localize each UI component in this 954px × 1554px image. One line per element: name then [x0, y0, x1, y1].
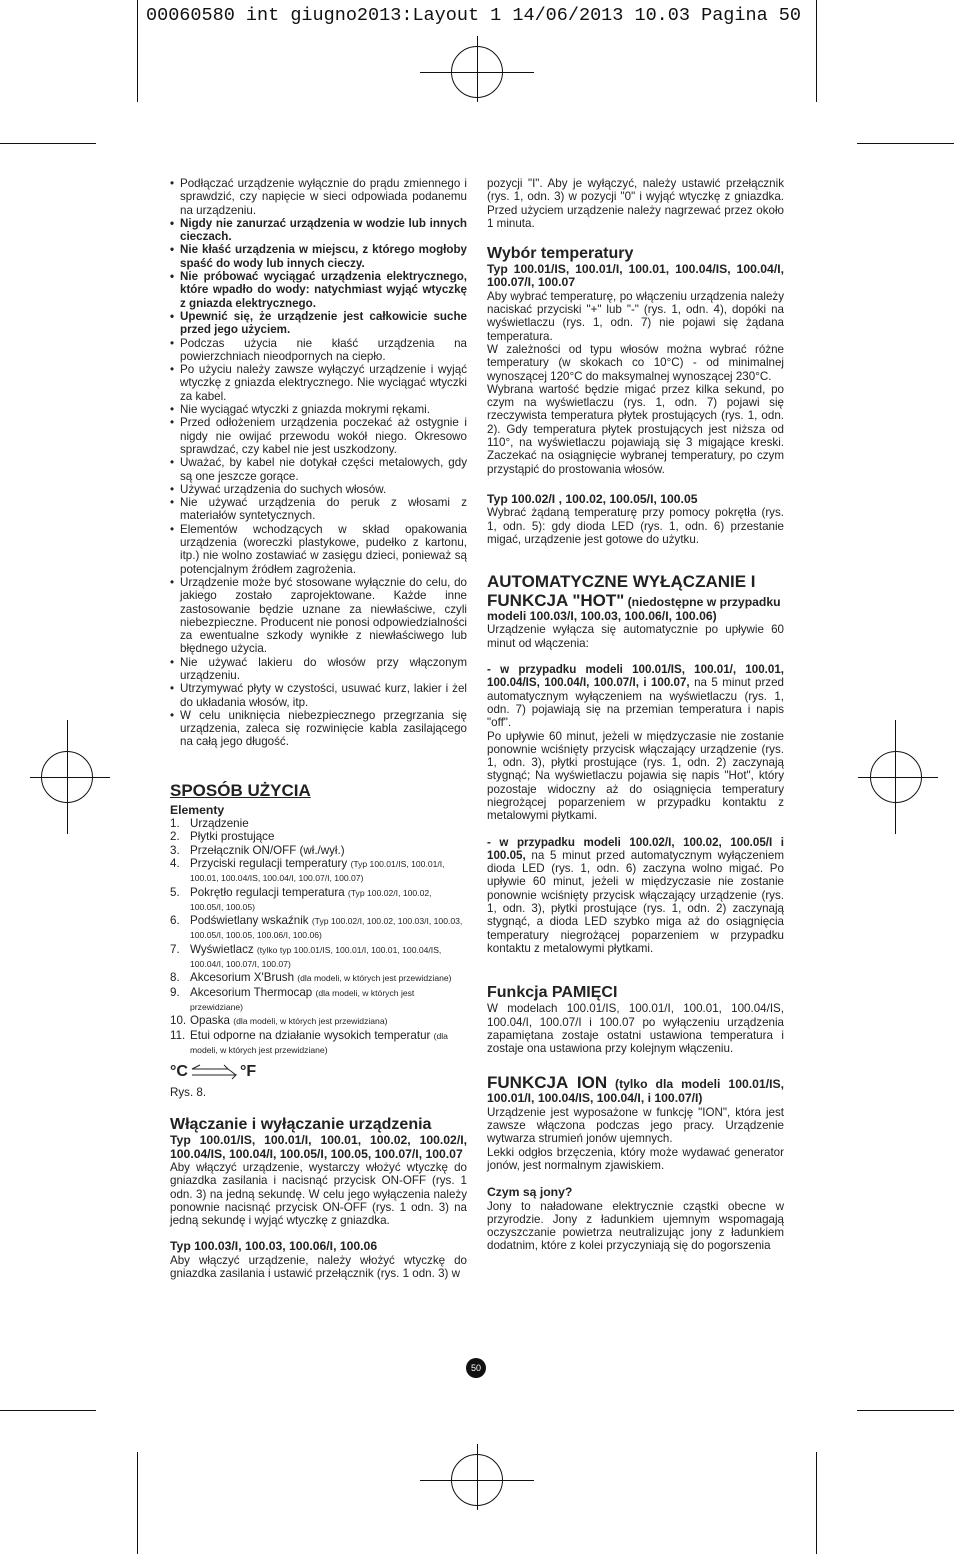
element-item — [170, 830, 467, 843]
auto-paragraph-1 — [487, 663, 784, 729]
crop-mark — [857, 1410, 954, 1411]
element-item — [170, 1014, 467, 1028]
registration-line — [895, 720, 896, 834]
temp-types-2: Typ 100.02/I , 100.02, 100.05/I, 100.05 — [487, 491, 698, 506]
safety-item: • Nie wyciągać wtyczki z gniazda mokrymi rękami. — [170, 403, 467, 416]
element-number: 2. — [170, 830, 180, 844]
element-number: 11. — [170, 1028, 186, 1042]
safety-item: • Podłączać urządzenie wyłącznie do prądu zmiennego i sprawdzić, czy napięcie w sieci odpowiada podanemu na urządzeniu. — [170, 177, 467, 217]
figure-caption: Rys. 8. — [170, 1086, 207, 1100]
ion-text-1: Urządzenie jest wyposażone w funkcję "ION", która jest zawsze włączona podczas jego pracy. Urządzenie wytwarza strumień jonów ujemnych. — [487, 1105, 784, 1146]
safety-item: • Używać urządzenia do suchych włosów. — [170, 483, 467, 496]
element-item — [170, 986, 467, 1015]
crop-mark — [857, 143, 954, 144]
ion-note: (tylko dla modeli 100.01/IS, 100.01/I, 100.04/IS, 100.04/I, i 100.07/I) — [487, 1077, 784, 1106]
element-note: (Typ 100.01/IS, 100.01/I, 100.01, 100.04/IS, 100.04/I, 100.07/I, 100.07) — [190, 858, 445, 884]
elements-heading: Elementy — [170, 802, 225, 817]
ion-text-2: Lekki odgłos brzęczenia, który może wydawać generator jonów, jest normalnym zjawiskiem. — [487, 1145, 784, 1172]
safety-item: • Urządzenie może być stosowane wyłącznie do celu, do jakiego zostało zaprojektowane. Każde inne zastosowanie będzie uznane za niewłaściwe, czyli niebezpieczne. Producent nie ponosi odpowiedzialności za ewentualne szkody wynikłe z niewłaściwego lub błędnego użycia. — [170, 576, 467, 656]
section-heading-auto-off — [487, 572, 784, 623]
crop-mark — [816, 1452, 817, 1554]
safety-item: • Po użyciu należy zawsze wyłączyć urządzenie i wyjąć wtyczkę z gniazda elektrycznego. Nie wyciągać wtyczki za kabel. — [170, 363, 467, 403]
element-number: 1. — [170, 817, 180, 831]
element-number: 5. — [170, 885, 180, 899]
crop-mark — [816, 0, 817, 102]
element-note: (dla modeli, w których jest przewidziana) — [233, 1016, 388, 1027]
elements-list — [170, 817, 467, 1057]
safety-item: • W celu uniknięcia niebezpiecznego przegrzania się urządzenia, zaleca się rozwinięcie kabla zasilającego na całą jego długość. — [170, 709, 467, 749]
element-item — [170, 886, 467, 915]
section-heading-memory: Funkcja PAMIĘCI — [487, 984, 618, 1002]
safety-item: • Upewnić się, że urządzenie jest całkowicie suche przed jego użyciem. — [170, 310, 467, 337]
registration-line — [30, 777, 110, 778]
element-note: (dla modeli, w których jest przewidziane) — [297, 973, 452, 984]
continued-text: pozycji "I". Aby je wyłączyć, należy ustawić przełącznik (rys. 1, odn. 3) w pozycji "0" i wyjąć wtyczkę z gniazdka. Przed użyciem urządzenie należy nagrzewać przez około 1 minuta. — [487, 177, 784, 230]
auto-detail-1: na 5 minut przed automatycznym wyłączeniem na wyświetlaczu (rys. 1, odn. 7) pojawiają się na przemian temperatura i napis "off". — [487, 676, 784, 730]
temp-text-1: Aby wybrać temperaturę, po włączeniu urządzenia należy naciskać przyciski "+" lub "-" (rys. 1, odn. 4), dopóki na wyświetlaczu (rys. 1, odn. 7) nie pojawi się żądana temperatura. — [487, 289, 784, 343]
safety-item: • Uważać, by kabel nie dotykał części metalowych, gdy są one jeszcze gorące. — [170, 456, 467, 483]
safety-item: • Nie używać lakieru do włosów przy włączonym urządzeniu. — [170, 656, 467, 683]
onoff-types-1: Typ 100.01/IS, 100.01/I, 100.01, 100.02, 100.02/I, 100.04/IS, 100.04/I, 100.05/I, 100.05, 100.07/I, 100.07 — [170, 1133, 467, 1161]
section-heading-onoff: Włączanie i wyłączanie urządzenia — [170, 1116, 432, 1134]
element-label: Urządzenie — [190, 817, 249, 831]
auto-text-1: Urządzenie wyłącza się automatycznie po upływie 60 minut od włączenia: — [487, 623, 784, 650]
element-item — [170, 914, 467, 943]
temp-text-3: Wybrana wartość będzie migać przez kilka sekund, po czym na wyświetlaczu (rys. 1, odn. 7) pojawi się rzeczywista temperatura płytek prostujących (rys. 1, odn. 2). Gdy temperatura płytek prostujących jest niższa od 110°, na wyświetlaczu pojawiają się 3 migające kreski. Zaczekać na osiągnięcie wybranej temperatury, po czym przystąpić do prostowania włosów. — [487, 382, 784, 476]
toggle-arrows-icon — [190, 1063, 238, 1081]
element-label: Akcesorium X'Brush — [190, 971, 295, 985]
crop-mark — [137, 0, 138, 102]
section-heading-temperature: Wybór temperatury — [487, 245, 634, 263]
crop-mark — [137, 1452, 138, 1554]
crop-mark — [0, 143, 96, 144]
registration-line — [67, 720, 68, 834]
safety-item: • Nie próbować wyciągać urządzenia elektrycznego, które wpadło do wody: natychmiast wyjąć wtyczkę z gniazda elektrycznego. — [170, 270, 467, 310]
crop-mark — [0, 1410, 96, 1411]
element-label: Pokrętło regulacji temperatura — [190, 885, 345, 899]
registration-line — [477, 1444, 478, 1510]
element-number: 10. — [170, 1014, 187, 1028]
auto-detail-2: na 5 minut przed automatycznym wyłączeniem dioda LED (rys. 1, odn. 6) zaczyna wolno migać. Po upływie 60 minut, jeżeli w międzyczasie nie zostanie ponownie wciśnięty przycisk włączający urządzenie (rys. 1, odn. 3), płytki prostujące (rys. 1, odn. 2) zaczynają stygnąć, a dioda LED szybko miga aż do osiągnięcia temperatury niegrożącej poparzeniem w przypadku kontaktu z metalowymi płytkami. — [487, 848, 784, 955]
auto-off-title: AUTOMATYCZNE WYŁĄCZANIE I FUNKCJA "HOT" — [487, 572, 756, 611]
element-label: Podświetlany wskaźnik — [190, 914, 309, 928]
element-item — [170, 971, 467, 985]
element-label: Opaska — [190, 1014, 230, 1028]
element-note: (dla modeli, w których jest przewidziane) — [190, 987, 415, 1012]
temp-text-2: W zależności od typu włosów można wybrać różne temperatury (w skokach co 10°C) - od minimalnej wynoszącej 120°C do maksymalnej wynoszącej 230°C. — [487, 342, 784, 383]
ions-text: Jony to naładowane elektrycznie cząstki obecne w przyrodzie. Jony z ładunkiem ujemnym wspomagają oczyszczanie powietrza neutralizując jony z ładunkiem dodatnim, które z kolei przyczyniają się do pogorszenia — [487, 1199, 784, 1253]
element-item — [170, 857, 467, 886]
auto-models-1: - w przypadku modeli 100.01/IS, 100.01/, 100.01, 100.04/IS, 100.04/I, 100.07/I, i 100.07, — [487, 663, 784, 690]
safety-item: • Podczas użycia nie kłaść urządzenia na powierzchniach nieodpornych na ciepło. — [170, 337, 467, 364]
element-number: 8. — [170, 971, 180, 985]
element-note: (dla modeli, w których jest przewidziane) — [190, 1030, 448, 1055]
memory-text: W modelach 100.01/IS, 100.01/I, 100.01, 100.04/IS, 100.04/I, 100.07/I i 100.07 po wyłączeniu urządzenia zapamiętana zostaje ostatni ustawiona temperatura i zostaje ona ustawiona przy kolejnym włączeniu. — [487, 1002, 784, 1056]
page-number: 50 — [466, 1358, 486, 1378]
element-item — [170, 817, 467, 830]
section-heading-ion — [487, 1073, 784, 1105]
auto-paragraph-2 — [487, 836, 784, 956]
element-label: Etui odporne na działanie wysokich temperatur — [190, 1028, 431, 1042]
element-item — [170, 1029, 467, 1058]
safety-list — [170, 177, 467, 749]
element-item — [170, 943, 467, 972]
safety-item: • Przed odłożeniem urządzenia poczekać aż ostygnie i nigdy nie owijać przewodu wokół niego. Okresowo sprawdzać, czy kabel nie jest uszkodzony. — [170, 416, 467, 456]
temperature-unit-icon — [170, 1063, 467, 1081]
right-column — [487, 177, 784, 1253]
element-item — [170, 844, 467, 857]
temp-text-4: Wybrać żądaną temperaturę przy pomocy pokrętła (rys. 1, odn. 5): gdy dioda LED (rys. 1, odn. 6) przestanie migać, urządzenie jest gotowe do użytku. — [487, 506, 784, 546]
element-label: Płytki prostujące — [190, 830, 275, 844]
section-heading-use: SPOSÓB UŻYCIA — [170, 780, 311, 800]
registration-line — [477, 36, 478, 102]
element-label: Przełącznik ON/OFF (wł./wył.) — [190, 843, 345, 857]
safety-item: • Nie kłaść urządzenia w miejscu, z którego mogłoby spaść do wody lub innych cieczy. — [170, 243, 467, 270]
element-number: 9. — [170, 985, 180, 999]
ions-heading: Czym są jony? — [487, 1185, 573, 1200]
celsius-label: °C — [170, 1063, 188, 1081]
auto-models-2: - w przypadku modeli 100.02/I, 100.02, 100.05/I i 100.05, — [487, 835, 784, 862]
safety-item: • Nigdy nie zanurzać urządzenia w wodzie lub innych cieczach. — [170, 217, 467, 244]
safety-item: • Elementów wchodzących w skład opakowania urządzenia (woreczki plastykowe, pudełko z kartonu, itp.) nie wolno zostawiać w zasięgu dzieci, ponieważ są potencjalnym źródłem zagrożenia. — [170, 523, 467, 576]
registration-line — [858, 777, 938, 778]
auto-text-2: Po upływie 60 minut, jeżeli w międzyczasie nie zostanie ponownie wciśnięty przycisk włączający urządzenie (rys. 1, odn. 3), płytki prostujące (rys. 1, odn. 2) zaczynają stygnąć; Na wyświetlaczu pojawia się napis "Hot", który pozostaje widoczny aż do osiągnięcia temperatury niegrożącej poparzeniem w przypadku kontaktu z metalowymi płytkami. — [487, 729, 784, 823]
element-label: Wyświetlacz — [190, 942, 254, 956]
onoff-types-2: Typ 100.03/I, 100.03, 100.06/I, 100.06 — [170, 1239, 378, 1254]
fahrenheit-label: °F — [239, 1063, 257, 1081]
ion-title: FUNKCJA ION — [487, 1073, 608, 1093]
left-column — [170, 177, 467, 1280]
element-number: 7. — [170, 942, 180, 956]
element-number: 3. — [170, 843, 180, 857]
safety-item: • Nie używać urządzenia do peruk z włosami z materiałów syntetycznych. — [170, 496, 467, 523]
auto-off-note: (niedostępne w przypadku modeli 100.03/I, 100.03, 100.06/I, 100.06) — [487, 595, 781, 624]
element-number: 6. — [170, 914, 180, 928]
print-slug: 00060580 int giugno2013:Layout 1 14/06/2013 10.03 Pagina 50 — [146, 5, 802, 26]
onoff-text-2: Aby włączyć urządzenie, należy włożyć wtyczkę do gniazdka zasilania i ustawić przełącznik (rys. 1 odn. 3) w — [170, 1253, 467, 1281]
temp-types-1: Typ 100.01/IS, 100.01/I, 100.01, 100.04/IS, 100.04/I, 100.07/I, 100.07 — [487, 262, 784, 290]
element-label: Akcesorium Thermocap — [190, 985, 313, 999]
safety-item: • Utrzymywać płyty w czystości, usuwać kurz, lakier i żel do układania włosów, itp. — [170, 682, 467, 709]
onoff-text-1: Aby włączyć urządzenie, wystarczy włożyć wtyczkę do gniazdka zasilania i nacisnąć przycisk ON-OFF (rys. 1 odn. 3) na jedną sekundę. W celu jego wyłączenia należy ponownie nacisnąć przycisk ON-OFF (rys. 1 odn. 3) na jedną sekundę i wyjąć wtyczkę z gniazdka. — [170, 1161, 467, 1228]
element-note: (Typ 100.02/I, 100.02, 100.03/I, 100.03, 100.05/I, 100.05, 100.06/I, 100.06) — [190, 916, 463, 941]
element-note: (Typ 100.02/I, 100.02, 100.05/I, 100.05) — [190, 887, 432, 912]
element-note: (tylko typ 100.01/IS, 100.01/I, 100.01, 100.04/IS, 100.04/I, 100.07/I, 100.07) — [190, 944, 442, 970]
element-number: 4. — [170, 856, 180, 870]
element-label: Przyciski regulacji temperatury — [190, 856, 348, 870]
